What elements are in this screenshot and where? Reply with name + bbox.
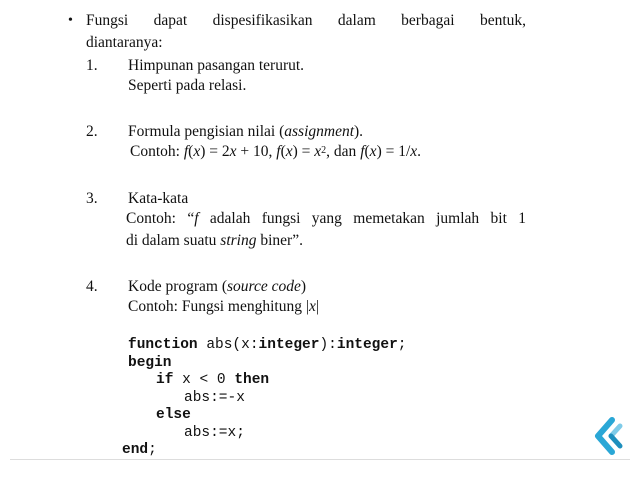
- item-4-number: 4.: [86, 278, 98, 295]
- item-2-example: Contoh: f(x) = 2x + 10, $f(x) = x^2$, dan f(x) = 1/x.: [130, 143, 422, 160]
- intro-line-1: Fungsi dapat dispesifikasikan dalam berbagai bentuk,: [86, 12, 526, 29]
- footer-divider: [10, 459, 630, 460]
- item-1-description: Seperti pada relasi.: [128, 77, 247, 94]
- bullet-icon: •: [68, 13, 73, 28]
- code-line-end: end;: [122, 442, 157, 458]
- item-1-number: 1.: [86, 57, 98, 74]
- code-line-if: if x < 0 then: [156, 372, 270, 388]
- item-2-title: Formula pengisian nilai (assignment).: [128, 123, 364, 140]
- item-3-number: 3.: [86, 190, 98, 207]
- code-line-begin: begin: [128, 355, 172, 371]
- code-line-function: function abs(x:integer):integer;: [128, 337, 407, 353]
- item-3-title: Kata-kata: [128, 190, 189, 207]
- item-2-number: 2.: [86, 123, 98, 140]
- item-4-title: Kode program (source code): [128, 278, 307, 295]
- item-3-example-line-1: Contoh: “f adalah fungsi yang memetakan jumlah bit 1: [126, 210, 526, 227]
- code-line-abs-pos: abs:=x;: [184, 425, 245, 441]
- item-4-example: Contoh: Fungsi menghitung |x|: [128, 298, 319, 315]
- code-line-abs-neg: abs:=-x: [184, 390, 245, 406]
- logo-svg: [590, 416, 626, 456]
- item-3-example-line-2: di dalam suatu string biner”.: [126, 232, 303, 249]
- code-line-else: else: [156, 407, 191, 423]
- item-1-title: Himpunan pasangan terurut.: [128, 57, 305, 74]
- intro-line-2: diantaranya:: [86, 34, 163, 51]
- slideshare-chevron-icon[interactable]: [590, 416, 626, 456]
